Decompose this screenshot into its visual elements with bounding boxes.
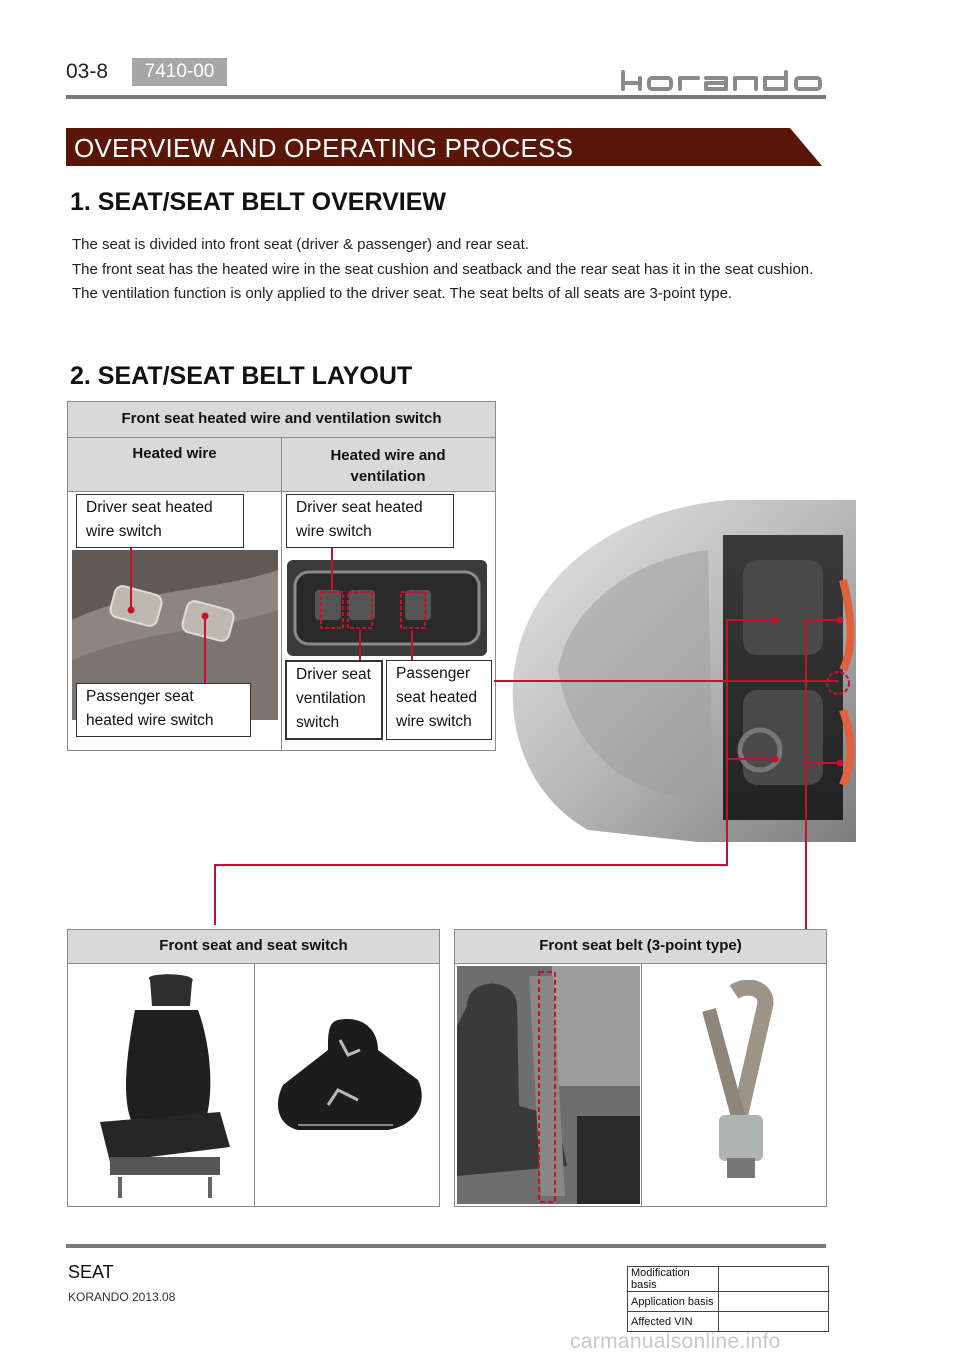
info-label: Application basis: [628, 1292, 719, 1312]
banner-title: OVERVIEW AND OPERATING PROCESS: [74, 133, 574, 163]
callout-passenger-heated-left: Passenger seat heated wire switch: [76, 683, 251, 737]
callout-passenger-heated-right: Passenger seat heated wire switch: [386, 660, 492, 740]
switch-table-title: Front seat heated wire and ventilation switch: [68, 402, 495, 438]
section-code-badge: 7410-00: [132, 58, 227, 86]
info-value: [719, 1292, 829, 1312]
belt-table: [454, 929, 827, 1207]
page-number: 03-8: [66, 60, 109, 83]
footer-title: SEAT: [68, 1262, 114, 1282]
section-1-title: 1. SEAT/SEAT BELT OVERVIEW: [70, 188, 446, 216]
belt-table-title: Front seat belt (3-point type): [455, 930, 826, 964]
footer-rule: [66, 1244, 826, 1248]
section-2-title: 2. SEAT/SEAT BELT LAYOUT: [70, 362, 413, 390]
info-row: [628, 1267, 829, 1292]
front-seat-image: [80, 972, 250, 1200]
overview-paragraph-1: The seat is divided into front seat (driver & passenger) and rear seat.: [72, 236, 529, 253]
info-row: [628, 1312, 829, 1332]
seat-belt-cabin-image: [457, 966, 640, 1204]
info-label: Modification basis: [628, 1267, 719, 1292]
heated-wire-header: Heated wire: [68, 438, 281, 492]
seat-switch-image: [268, 1010, 428, 1140]
heated-ventilation-header: Heated wire and ventilation: [281, 438, 495, 492]
callout-driver-heated-left: Driver seat heated wire switch: [76, 494, 244, 548]
callout-driver-ventilation: Driver seat ventilation switch: [285, 660, 383, 740]
info-row: [628, 1292, 829, 1312]
info-value: [719, 1267, 829, 1292]
seat-table-title: Front seat and seat switch: [68, 930, 439, 964]
info-label: Affected VIN: [628, 1312, 719, 1332]
revision-info-table: [627, 1266, 829, 1332]
info-value: [719, 1312, 829, 1332]
overview-paragraph-2: The front seat has the heated wire in the seat cushion and seatback and the rear seat has it in the seat cushion. The ventilation function is only applied to the driver seat. The seat belts of all seats are 3-point type.: [72, 260, 814, 302]
callout-driver-heated-right: Driver seat heated wire switch: [286, 494, 454, 548]
seat-belt-assembly-image: [669, 980, 799, 1190]
watermark: carmanualsonline.info: [570, 1330, 781, 1353]
seat-table: [67, 929, 440, 1207]
footer-subtitle: KORANDO 2013.08: [68, 1290, 176, 1304]
seat-table-divider: [254, 964, 255, 1206]
belt-table-divider: [641, 964, 642, 1206]
